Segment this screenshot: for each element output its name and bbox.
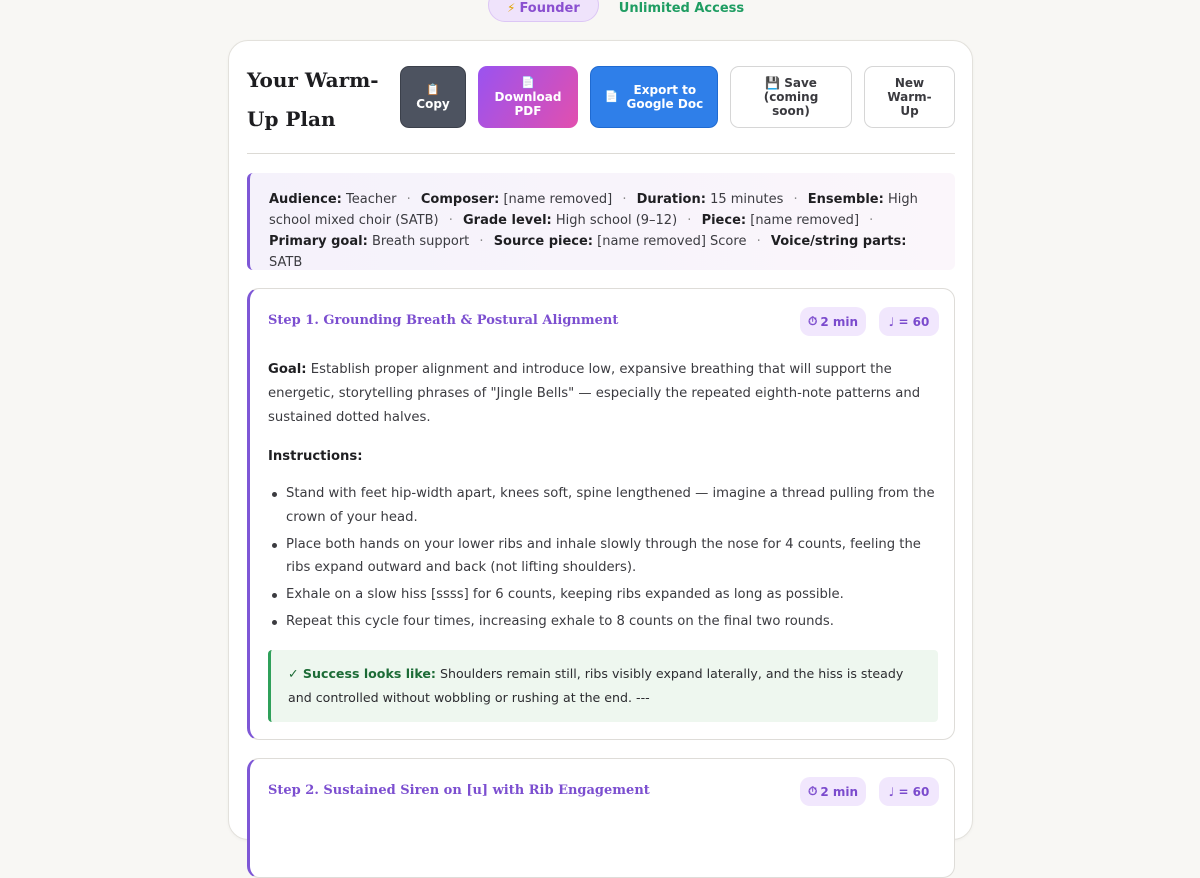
success-criteria <box>268 650 938 722</box>
meta-key: Piece: <box>701 213 747 228</box>
meta-separator: · <box>756 234 761 249</box>
duration-value: 2 min <box>820 314 859 329</box>
meta-value: [name removed] Score <box>597 234 747 249</box>
meta-separator: · <box>622 192 627 207</box>
lightning-icon: ⚡ <box>507 1 516 15</box>
copy-label: Copy <box>416 97 450 111</box>
tempo-pill <box>879 307 939 336</box>
access-status: Unlimited Access <box>618 0 745 16</box>
list-item: Exhale on a slow hiss [ssss] for 6 counts, keeping ribs expanded as long as possible. <box>268 583 938 607</box>
meta-separator: · <box>869 213 874 228</box>
meta-value: [name removed] <box>750 213 860 228</box>
save-label-line1: Save <box>784 76 817 90</box>
meta-value: Breath support <box>371 234 470 249</box>
duration-pill <box>800 307 866 336</box>
warmup-plan-card <box>228 40 973 840</box>
goal-text: Establish proper alignment and introduce low, expansive breathing that will support the energetic, storytelling phrases of "Jingle Bells" — especially the repeated eighth-note patterns and sustained dotted halves. <box>268 362 921 425</box>
meta-item <box>637 192 784 207</box>
meta-key: Primary goal: <box>269 234 368 249</box>
founder-label: Founder <box>519 0 580 16</box>
new-label-line3: Up <box>900 104 919 118</box>
instructions-list <box>268 482 938 637</box>
meta-separator: · <box>406 192 411 207</box>
meta-key: Audience: <box>269 192 342 207</box>
success-text: Shoulders remain still, ribs visibly expand laterally, and the hiss is steady and controlled without wobbling or rushing at the end. --- <box>288 666 904 705</box>
meta-item <box>421 192 612 207</box>
new-label-line2: Warm- <box>887 90 932 104</box>
new-warmup-button[interactable] <box>864 66 955 128</box>
meta-key: Source piece: <box>493 234 593 249</box>
export-label-line1: Export to <box>633 83 697 97</box>
tempo-value: ♩ = 60 <box>888 784 930 799</box>
plan-metadata <box>247 173 955 270</box>
save-label-line2: (coming <box>763 90 819 104</box>
export-google-doc-button[interactable] <box>590 66 718 128</box>
save-button[interactable] <box>730 66 852 128</box>
floppy-disk-icon: 💾 <box>765 76 781 90</box>
new-label-line1: New <box>894 76 925 90</box>
meta-separator: · <box>479 234 484 249</box>
save-label-line3: soon) <box>772 104 810 118</box>
step-title: Step 1. Grounding Breath & Postural Alignment <box>268 313 619 328</box>
timer-icon: ⏱ <box>807 314 818 328</box>
list-item: Place both hands on your lower ribs and inhale slowly through the nose for 4 counts, feeling the ribs expand outward and back (not lifting shoulders). <box>268 533 938 580</box>
step-card-2 <box>247 758 955 878</box>
meta-item <box>494 234 747 249</box>
step-goal <box>268 358 938 430</box>
meta-key: Grade level: <box>463 213 552 228</box>
meta-key: Duration: <box>636 192 706 207</box>
header-divider <box>247 153 955 154</box>
goal-label: Goal: <box>268 362 307 377</box>
founder-badge <box>488 0 599 22</box>
meta-value: High school mixed choir (SATB) <box>269 192 918 228</box>
top-status-bar <box>488 0 744 22</box>
download-pdf-label-line1: Download <box>494 90 562 104</box>
copy-button[interactable] <box>400 66 466 128</box>
meta-item <box>269 234 469 249</box>
list-item: Repeat this cycle four times, increasing exhale to 8 counts on the final two rounds. <box>268 610 938 634</box>
clipboard-icon: 📋 <box>426 83 440 96</box>
export-label-line2: Google Doc <box>626 97 704 111</box>
plan-title: Your Warm-Up Plan <box>247 68 379 131</box>
document-icon: 📄 <box>521 76 535 89</box>
download-pdf-label-line2: PDF <box>514 104 542 118</box>
tempo-value: ♩ = 60 <box>888 314 930 329</box>
meta-key: Voice/string parts: <box>770 234 907 249</box>
meta-value: Teacher <box>346 192 397 207</box>
meta-item <box>702 213 859 228</box>
timer-icon: ⏱ <box>807 784 818 798</box>
success-label: ✓ Success looks like: <box>288 666 436 681</box>
meta-key: Ensemble: <box>807 192 884 207</box>
meta-value: SATB <box>269 255 303 270</box>
google-doc-icon: 📄 <box>604 90 619 103</box>
duration-pill <box>800 777 866 806</box>
meta-item <box>269 192 396 207</box>
meta-key: Composer: <box>420 192 500 207</box>
step-title: Step 2. Sustained Siren on [u] with Rib Engagement <box>268 783 650 798</box>
download-pdf-button[interactable] <box>478 66 578 128</box>
tempo-pill <box>879 777 939 806</box>
meta-separator: · <box>687 213 692 228</box>
meta-value: High school (9–12) <box>555 213 678 228</box>
step-card-1 <box>247 288 955 740</box>
meta-value: [name removed] <box>503 192 613 207</box>
meta-separator: · <box>793 192 798 207</box>
meta-separator: · <box>448 213 453 228</box>
meta-value: 15 minutes <box>710 192 784 207</box>
instructions-label: Instructions: <box>268 449 363 464</box>
list-item: Stand with feet hip-width apart, knees soft, spine lengthened — imagine a thread pulling from the crown of your head. <box>268 482 938 529</box>
duration-value: 2 min <box>820 784 859 799</box>
meta-item <box>463 213 677 228</box>
